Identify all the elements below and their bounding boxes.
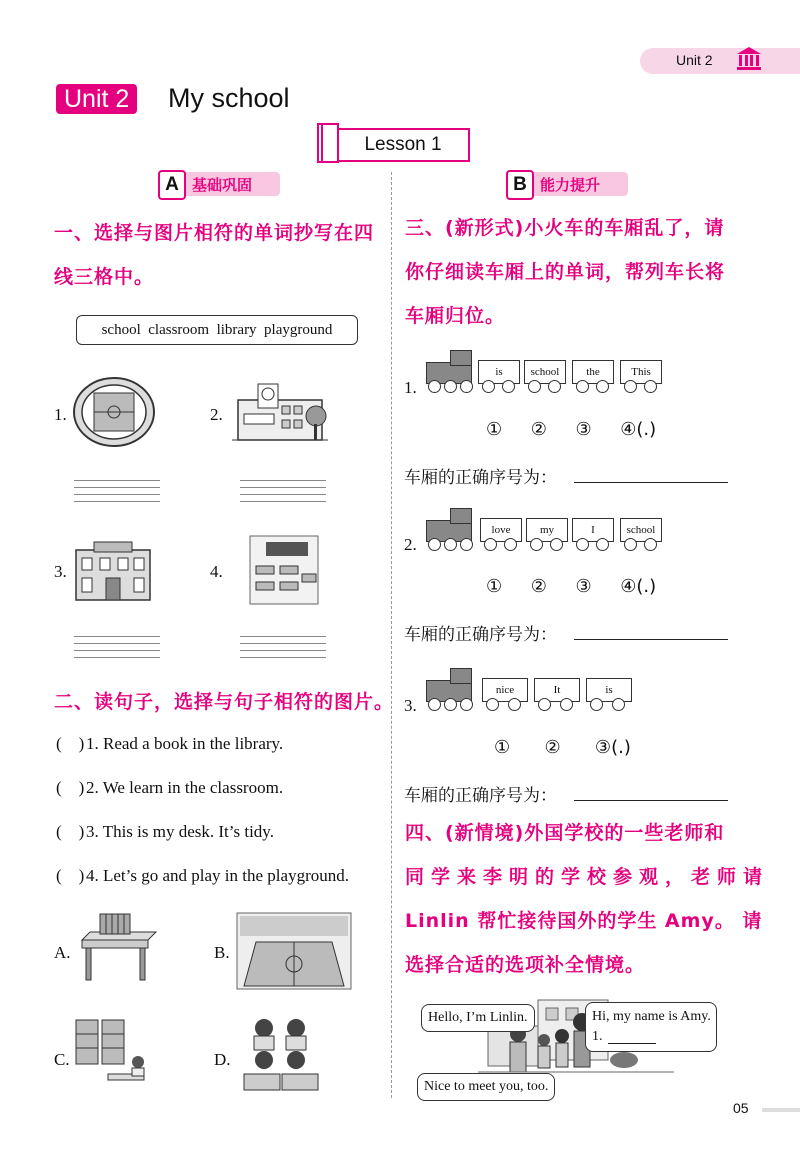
train-car-3: the [572,360,614,384]
q1-number-1: 1. [54,405,67,424]
q3-heading-line2: 你仔细读车厢上的单词，帮列车长将 [405,261,726,283]
locomotive-cab [450,508,472,524]
train-car-3: is [586,678,632,702]
speech-bubble-reply: Nice to meet you, too. [417,1073,555,1101]
book-icon [316,122,340,164]
part-a-letter: A [158,170,186,200]
library-building-image [72,540,154,602]
students-in-class-image [240,1014,322,1096]
library-interior-image [72,1016,156,1092]
q2-option-d: D. [214,1050,231,1069]
train-2-answer-blank[interactable] [574,639,728,640]
q2-option-a: A. [54,943,71,962]
lesson-label: Lesson 1 [338,128,470,162]
train-3-number: 3. [404,696,417,715]
playground-image [72,376,156,448]
train-2 [424,506,674,554]
writing-lines-3[interactable] [74,636,160,664]
q3-heading-line3: 车厢归位。 [405,305,506,327]
page-number: 05 [733,1100,749,1116]
train-car-2: It [534,678,580,702]
train-3 [424,666,644,714]
desk-with-books-image [78,910,158,982]
train-car-3: I [572,518,614,542]
q2-option-b: B. [214,943,230,962]
train-1 [424,348,674,396]
header-tab-label: Unit 2 [676,52,713,68]
train-1-answer-blank[interactable] [574,482,728,483]
amy-answer-blank[interactable] [608,1043,656,1044]
train-3-answer-blank[interactable] [574,800,728,801]
train-3-answer-label: 车厢的正确序号为： [404,786,557,806]
q1-number-2: 2. [210,405,223,424]
amy-blank-number: 1. [592,1029,603,1044]
q4-heading-line4: 选择合适的选项补全情境。 [405,954,646,976]
speech-bubble-linlin: Hello, I’m Linlin. [421,1004,535,1032]
train-car-2: my [526,518,568,542]
q4-heading-line2: 同学来李明的学校参观，老师请 [405,866,770,888]
page-title: My school [168,83,290,113]
q2-paren-3[interactable]: ( ) [56,822,85,841]
q1-heading-line1: 一、选择与图片相符的单词抄写在四 [54,222,375,244]
q2-sentence-4: 4. Let’s go and play in the playground. [86,866,349,885]
writing-lines-4[interactable] [240,636,326,664]
part-a-label: 基础巩固 [192,176,253,194]
locomotive-cab [450,668,472,684]
part-b-label: 能力提升 [540,176,601,194]
q4-heading-line3: Linlin 帮忙接待国外的学生 Amy。 请 [405,910,763,932]
page-number-bar [762,1108,800,1112]
q1-number-4: 4. [210,562,223,581]
train-car-1: nice [482,678,528,702]
q2-option-c: C. [54,1050,70,1069]
school-image [232,378,328,448]
train-car-1: is [478,360,520,384]
q4-heading-line1: 四、(新情境)外国学校的一些老师和 [405,822,725,844]
q2-paren-4[interactable]: ( ) [56,866,85,885]
train-1-answer-label: 车厢的正确序号为： [404,468,557,488]
part-b-letter: B [506,170,534,200]
q3-heading-line1: 三、(新形式)小火车的车厢乱了，请 [405,217,725,239]
q2-sentence-3: 3. This is my desk. It’s tidy. [86,822,274,841]
classroom-image [248,534,320,606]
playground-scene-image [236,912,352,990]
writing-lines-2[interactable] [240,480,326,508]
train-car-4: school [620,518,662,542]
train-car-2: school [524,360,566,384]
train-car-1: love [480,518,522,542]
train-1-marks: ① ② ③ ④(.) [486,419,657,440]
train-2-marks: ① ② ③ ④(.) [486,576,657,597]
column-divider [391,172,392,1098]
train-2-number: 2. [404,535,417,554]
train-car-4: This [620,360,662,384]
q2-paren-2[interactable]: ( ) [56,778,85,797]
q2-paren-1[interactable]: ( ) [56,734,85,753]
amy-greeting: Hi, my name is Amy. [592,1009,711,1024]
q1-number-3: 3. [54,562,67,581]
q2-sentence-2: 2. We learn in the classroom. [86,778,284,797]
speech-bubble-amy [585,1002,717,1052]
q2-heading: 二、读句子，选择与句子相符的图片。 [54,691,395,713]
building-icon [735,44,763,72]
train-2-answer-label: 车厢的正确序号为： [404,625,557,645]
writing-lines-1[interactable] [74,480,160,508]
header-tab [640,48,800,74]
word-bank: school classroom library playground [76,315,358,345]
q1-heading-line2: 线三格中。 [54,266,155,288]
train-1-number: 1. [404,378,417,397]
q2-sentence-1: 1. Read a book in the library. [86,734,284,753]
train-3-marks: ① ② ③(.) [494,737,631,758]
unit-badge: Unit 2 [56,84,137,114]
locomotive-cab [450,350,472,366]
